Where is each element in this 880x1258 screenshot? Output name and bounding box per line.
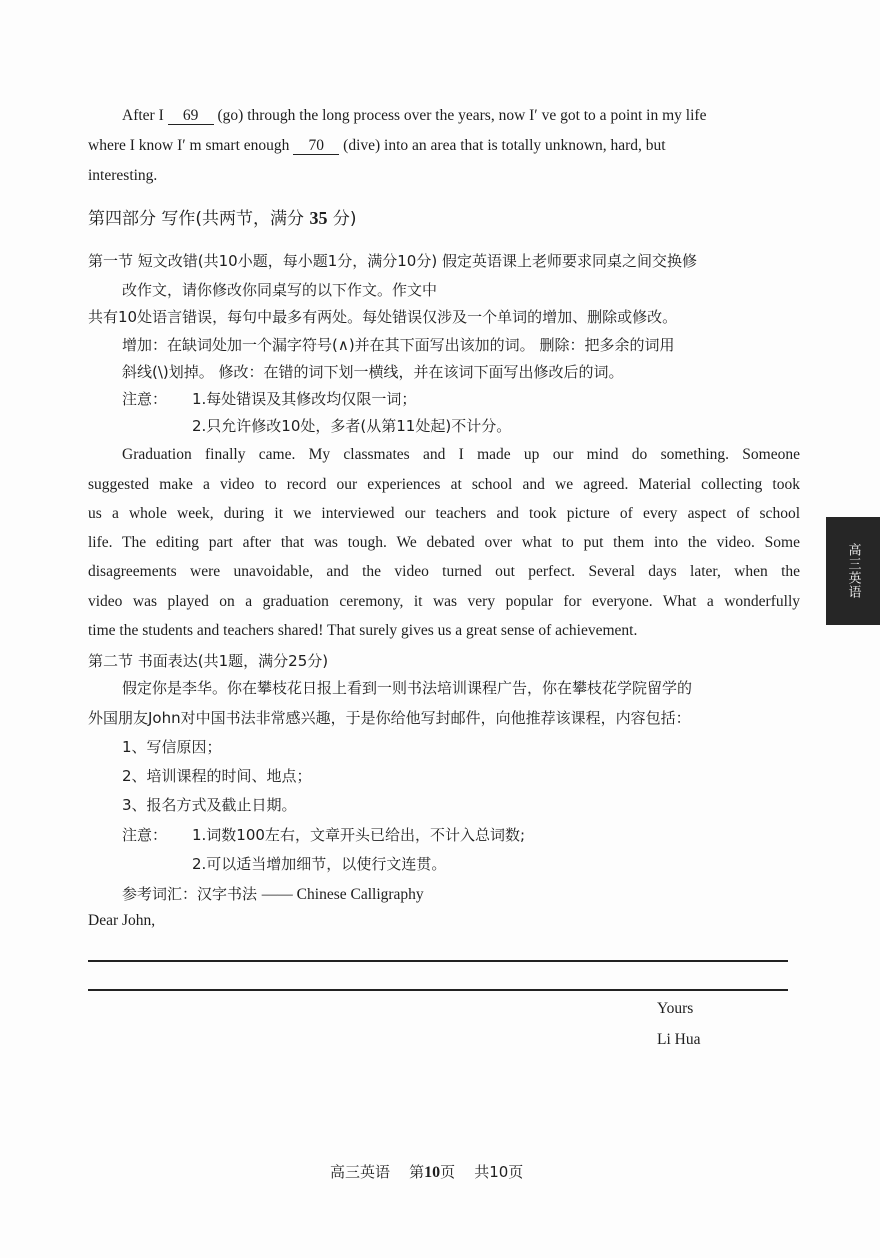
section2-prompt-line2: 外国朋友John对中国书法非常感兴趣，于是你给他写封邮件，向他推荐该课程，内容包括： bbox=[88, 709, 691, 727]
passage-line-1 bbox=[122, 107, 706, 125]
writing-line bbox=[88, 960, 788, 962]
vocab-term: —— Chinese Calligraphy bbox=[261, 886, 424, 903]
answer-blank-70 bbox=[293, 138, 339, 155]
section1-instructions-line5: 斜线(\)划掉。 修改：在错的词下划一横线，并在该词下面写出修改后的词。 bbox=[122, 363, 624, 381]
heading-text: 分) bbox=[332, 209, 357, 229]
section2-note-2: 2.可以适当增加细节，以使行文连贯。 bbox=[192, 855, 447, 873]
essay-line: video was played on a graduation ceremony, it was very popular for everyone. What a wonderfully bbox=[88, 593, 800, 610]
essay-line: time the students and teachers shared! That surely gives us a great sense of achievement. bbox=[88, 622, 638, 639]
footer-page-number: 10 bbox=[424, 1164, 441, 1181]
footer-page-prefix: 第 bbox=[409, 1163, 425, 1181]
heading-text: 第四部分 写作(共两节，满分 bbox=[88, 209, 305, 229]
essay-line: suggested make a video to record our experiences at school and we agreed. Material collecting took bbox=[88, 476, 800, 493]
essay-line: disagreements were unavoidable, and the video turned out perfect. Several days later, when the bbox=[88, 563, 800, 580]
essay-line: life. The editing part after that was tough. We debated over what to put them into the video. Some bbox=[88, 534, 800, 551]
section2-prompt-line1: 假定你是李华。你在攀枝花日报上看到一则书法培训课程广告，你在攀枝花学院留学的 bbox=[122, 679, 693, 697]
side-subject-tab bbox=[826, 517, 880, 625]
section1-note-label: 注意： bbox=[122, 390, 168, 408]
footer-total-pages: 共10页 bbox=[474, 1163, 524, 1181]
part-four-heading bbox=[88, 204, 357, 229]
passage-text: where I know I′ m smart enough bbox=[88, 137, 290, 154]
section1-instructions-line3: 共有10处语言错误，每句中最多有两处。每处错误仅涉及一个单词的增加、删除或修改。 bbox=[88, 308, 678, 326]
section1-note-1: 1.每处错误及其修改均仅限一词； bbox=[192, 390, 417, 408]
letter-closing: Yours bbox=[657, 1000, 694, 1017]
passage-line-3: interesting. bbox=[88, 167, 158, 184]
section2-note-1: 1.词数100左右，文章开头已给出，不计入总词数; bbox=[192, 826, 525, 844]
reference-vocab bbox=[122, 883, 424, 904]
letter-greeting: Dear John, bbox=[88, 912, 156, 929]
section1-instructions-line1: 第一节 短文改错(共10小题，每小题1分，满分10分) 假定英语课上老师要求同桌之间交换修 bbox=[88, 252, 697, 270]
passage-line-2 bbox=[88, 137, 788, 155]
passage-text: After I bbox=[122, 107, 164, 124]
content-item-2: 2、培训课程的时间、地点； bbox=[122, 767, 312, 785]
footer-subject: 高三英语 bbox=[330, 1163, 391, 1181]
answer-blank-69 bbox=[168, 108, 214, 125]
side-tab-label: 高三英语 bbox=[845, 543, 861, 599]
vocab-label: 参考词汇：汉字书法 bbox=[122, 885, 258, 903]
passage-text: (go) through the long process over the years, now I′ ve got to a point in my life bbox=[217, 107, 707, 124]
content-item-1: 1、写信原因； bbox=[122, 738, 222, 756]
letter-signature: Li Hua bbox=[657, 1031, 701, 1048]
section1-instructions-line4: 增加：在缺词处加一个漏字符号(∧)并在其下面写出该加的词。 删除：把多余的词用 bbox=[122, 336, 675, 354]
essay-line: Graduation finally came. My classmates and I made up our mind do something. Someone bbox=[122, 446, 800, 463]
essay-line: us a whole week, during it we interviewed our teachers and took picture of every aspect of school bbox=[88, 505, 800, 522]
section1-instructions-line2: 改作文，请你修改你同桌写的以下作文。作文中 bbox=[122, 281, 438, 299]
section2-note-label: 注意： bbox=[122, 826, 168, 844]
heading-score: 35 bbox=[309, 208, 328, 228]
section1-note-2: 2.只允许修改10处，多者(从第11处起)不计分。 bbox=[192, 417, 512, 435]
passage-text: (dive) into an area that is totally unknown, hard, but bbox=[343, 137, 666, 154]
writing-line bbox=[88, 989, 788, 991]
section2-title: 第二节 书面表达(共1题，满分25分) bbox=[88, 652, 329, 670]
page-footer bbox=[330, 1161, 523, 1182]
blank-number: 70 bbox=[308, 137, 325, 154]
footer-page-suffix: 页 bbox=[440, 1163, 456, 1181]
blank-number: 69 bbox=[182, 107, 199, 124]
content-item-3: 3、报名方式及截止日期。 bbox=[122, 796, 297, 814]
